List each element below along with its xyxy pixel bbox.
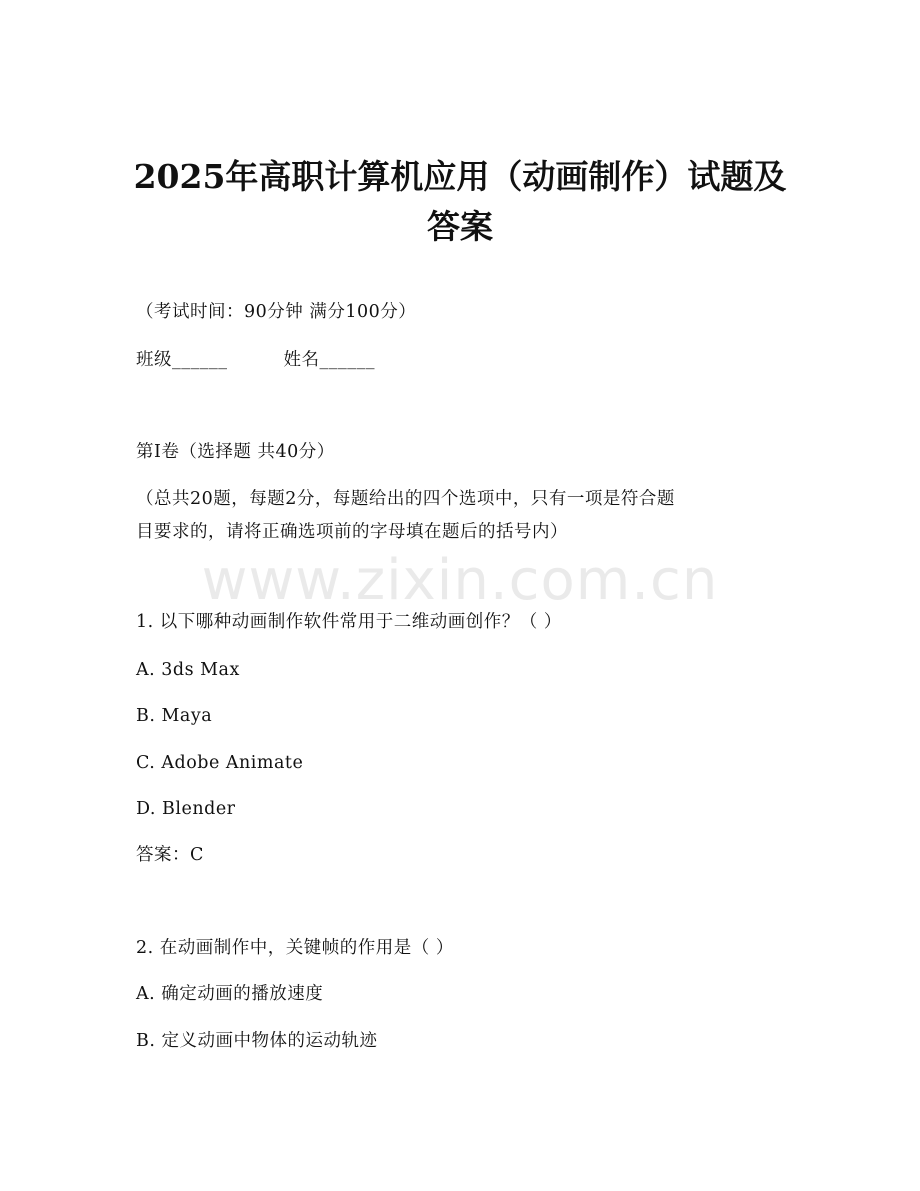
- watermark: www.zixin.com.cn: [201, 548, 719, 613]
- question-1-answer: 答案：C: [136, 845, 204, 865]
- question-1-option-d: D. Blender: [136, 799, 236, 819]
- doc-title-line2: 答案: [427, 207, 493, 246]
- exam-info: （考试时间：90分钟 满分100分）: [136, 302, 417, 322]
- class-field-label: 班级______: [136, 350, 228, 370]
- doc-title-line1: 2025年高职计算机应用（动画制作）试题及: [133, 157, 787, 196]
- question-1-option-a: A. 3ds Max: [136, 660, 240, 680]
- instructions-line2: 目要求的，请将正确选项前的字母填在题后的括号内）: [136, 522, 568, 542]
- name-field-label: 姓名______: [283, 350, 375, 370]
- instructions-line1: （总共20题，每题2分，每题给出的四个选项中，只有一项是符合题: [136, 489, 675, 509]
- question-1-option-c: C. Adobe Animate: [136, 753, 304, 773]
- question-1-stem: 1. 以下哪种动画制作软件常用于二维动画创作？（ ）: [136, 612, 562, 632]
- question-2-option-b: B. 定义动画中物体的运动轨迹: [136, 1031, 378, 1051]
- question-2-stem: 2. 在动画制作中，关键帧的作用是（ ）: [136, 938, 454, 958]
- question-1-option-b: B. Maya: [136, 706, 213, 726]
- section-title: 第I卷（选择题 共40分）: [136, 442, 335, 462]
- question-2-option-a: A. 确定动画的播放速度: [136, 984, 324, 1004]
- student-fields: [136, 352, 375, 370]
